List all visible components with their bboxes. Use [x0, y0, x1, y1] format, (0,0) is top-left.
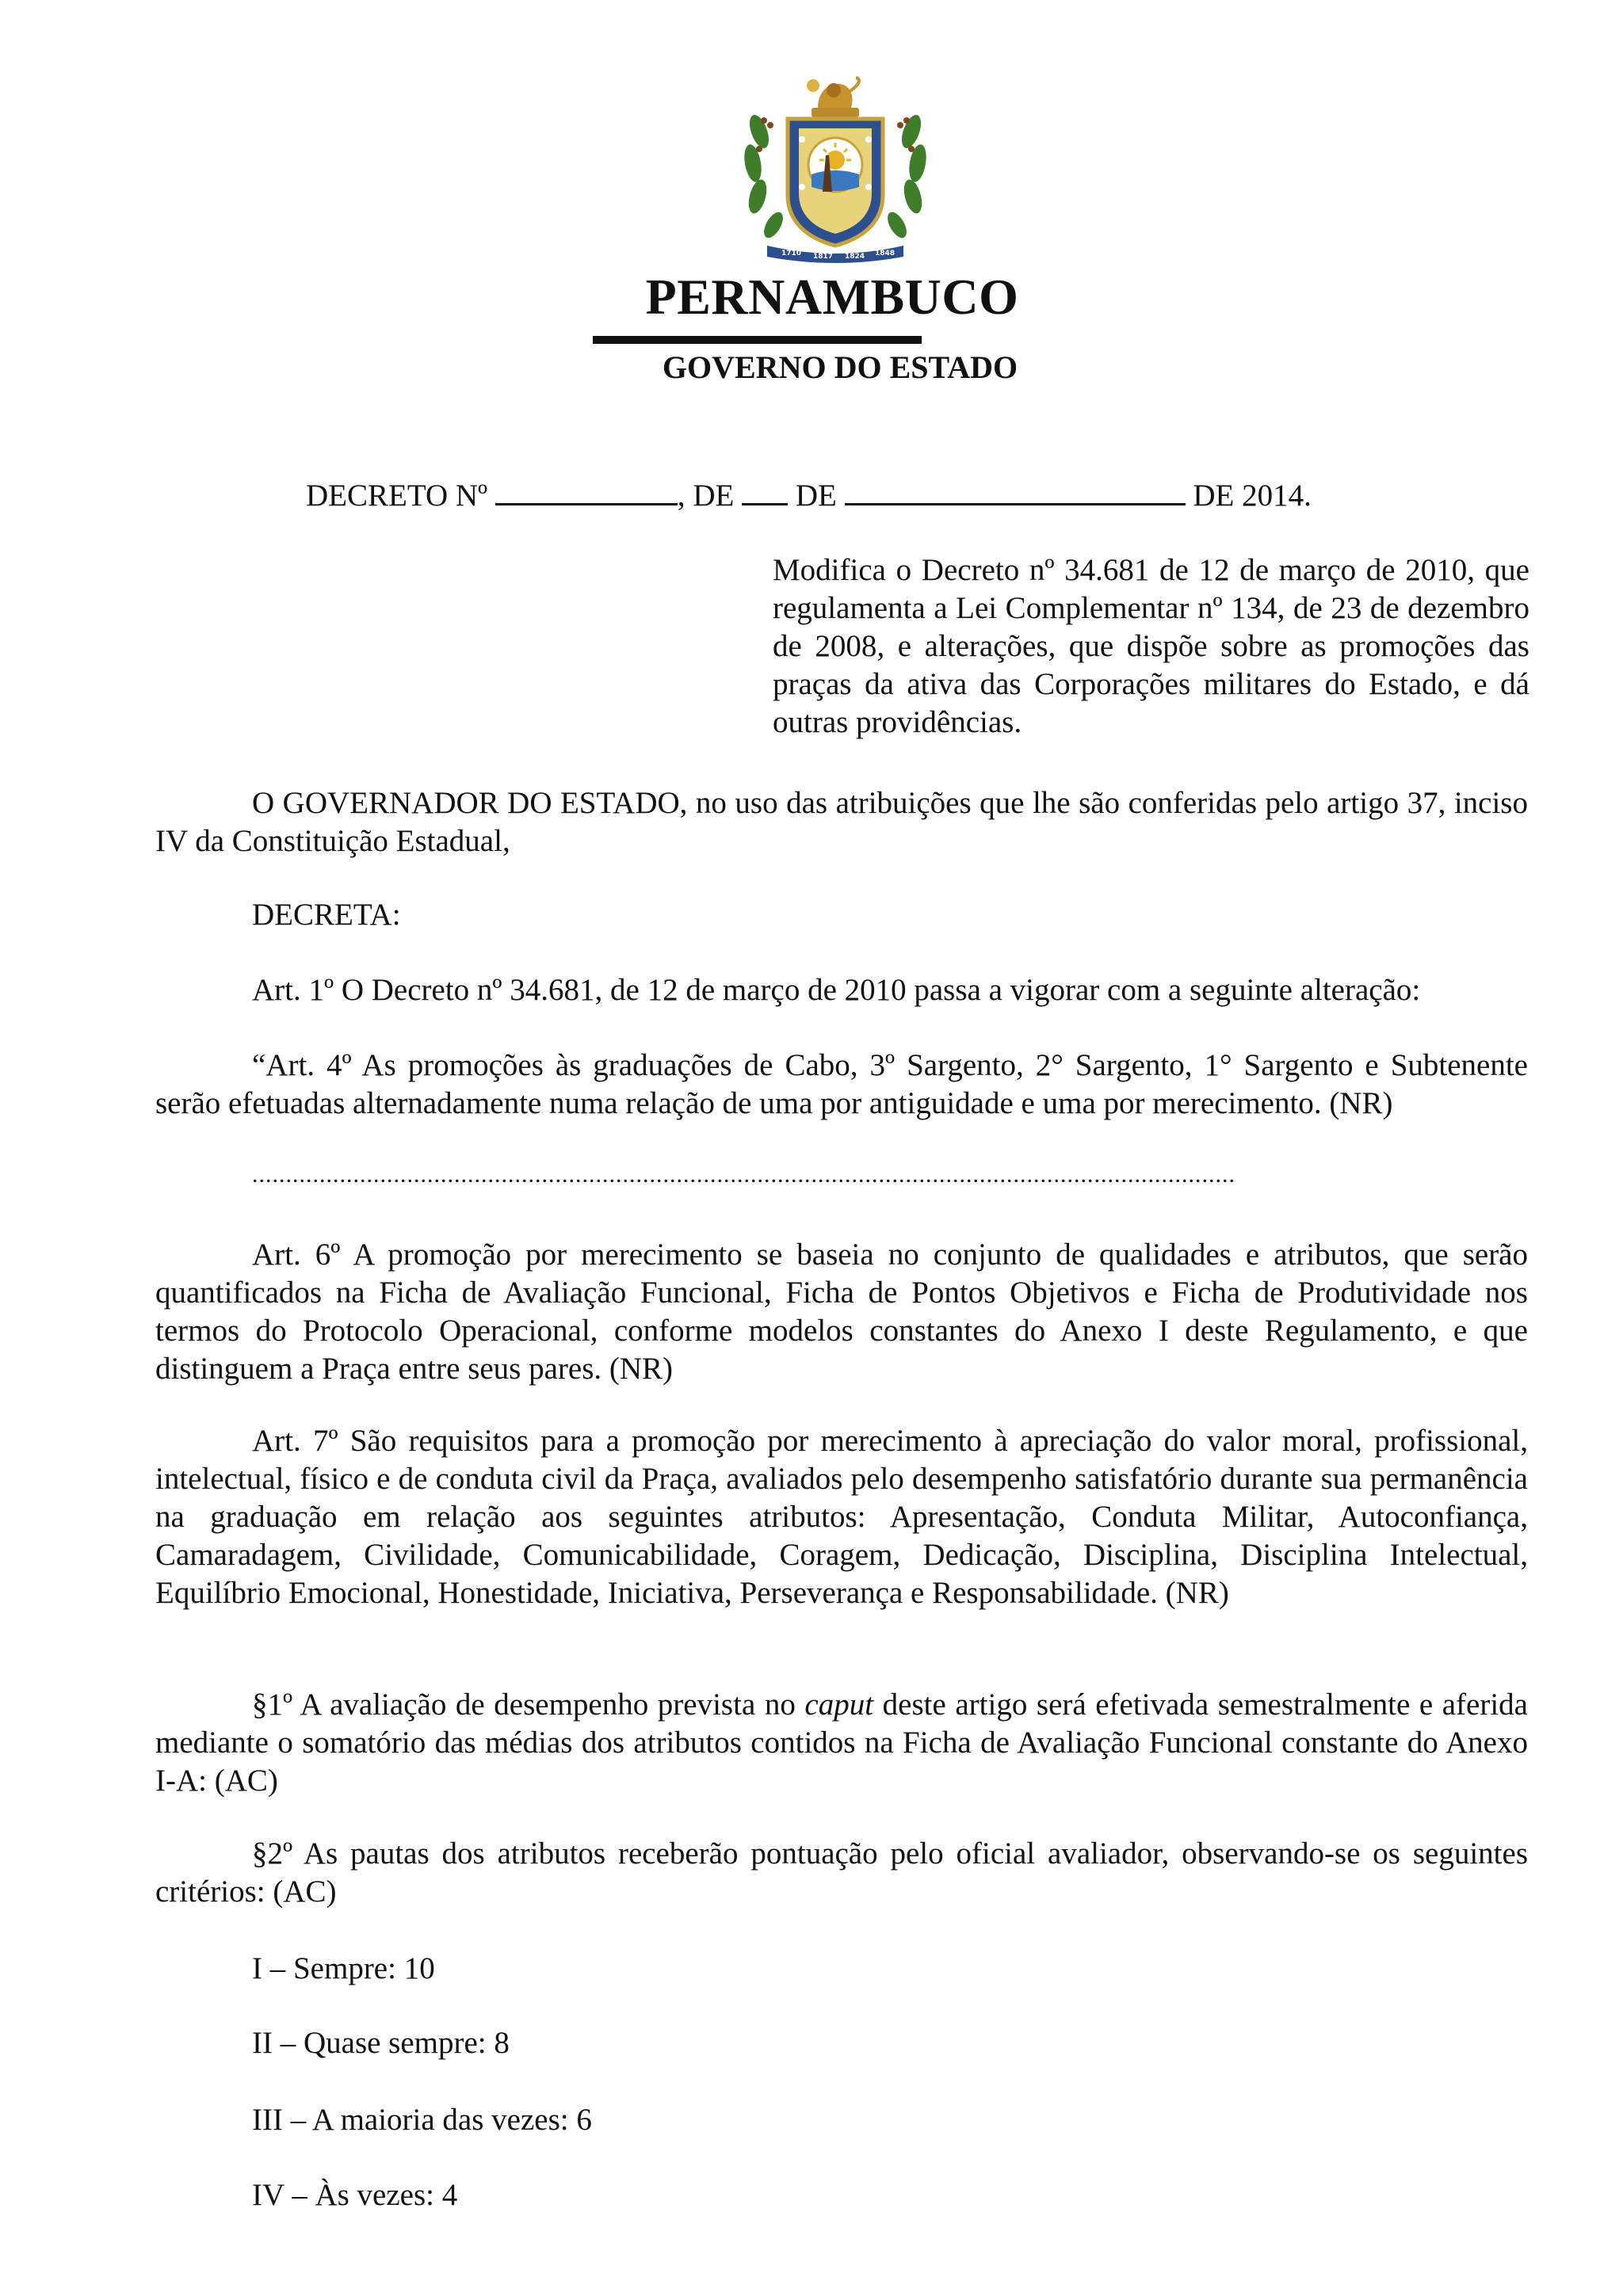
decreta-heading: DECRETA: [252, 898, 401, 932]
state-name: PERNAMBUCO [645, 269, 1019, 325]
paragraph-1-before: §1º A avaliação de desempenho prevista no [252, 1688, 805, 1722]
paragraph-1-caput: caput [804, 1688, 874, 1722]
criteria-item: III – A maioria das vezes: 6 [252, 2103, 592, 2137]
crest-year-4: 1848 [875, 250, 896, 257]
paragraph-1-after: deste artigo será efetivada semestralmente e aferida mediante o somatório das médias dos atributos contidos na Ficha de Avaliação Funcional constante do Anexo I-A: (AC) [155, 1688, 1528, 1798]
crest-year-1: 1710 [781, 250, 802, 257]
decree-title-suffix: DE 2014. [1193, 479, 1312, 513]
decree-title-prefix: DECRETO Nº [306, 479, 488, 513]
decree-number-blank [495, 479, 678, 505]
government-heading: GOVERNO DO ESTADO [662, 349, 1018, 385]
ellipsis-line: .................................................................................................................................................. [252, 1161, 1235, 1188]
criteria-item: II – Quase sempre: 8 [252, 2026, 510, 2060]
decree-title-sep2: DE [795, 479, 837, 513]
decree-title [306, 477, 1312, 515]
preamble: O GOVERNADOR DO ESTADO, no uso das atribuições que lhe são conferidas pelo artigo 37, inciso IV da Constituição Estadual, [155, 786, 1528, 858]
decree-title-sep1: , DE [677, 479, 735, 513]
criteria-item: IV – Às vezes: 4 [252, 2178, 458, 2212]
pernambuco-coat-of-arms-icon [735, 76, 935, 263]
crest-year-2: 1817 [813, 253, 834, 261]
crest-year-3: 1824 [845, 253, 865, 261]
criteria-item: I – Sempre: 10 [252, 1951, 435, 1985]
article-4: “Art. 4º As promoções às graduações de Cabo, 3º Sargento, 2° Sargento, 1° Sargento e Subtenente serão efetuadas alternadamente numa relação de uma por antiguidade e uma por merecimento. (NR) [155, 1048, 1528, 1120]
decree-summary: Modifica o Decreto nº 34.681 de 12 de março de 2010, que regulamenta a Lei Complementar nº 134, de 23 de dezembro de 2008, e alterações, que dispõe sobre as promoções das praças da ativa das Corporações militares do Estado, e dá outras providências. [773, 553, 1529, 739]
header-divider [593, 336, 922, 344]
article-6: Art. 6º A promoção por merecimento se baseia no conjunto de qualidades e atributos, que serão quantificados na Ficha de Avaliação Funcional, Ficha de Pontos Objetivos e Ficha de Produtividade nos termos do Protocolo Operacional, conforme modelos constantes do Anexo I deste Regulamento, e que distinguem a Praça entre seus pares. (NR) [155, 1238, 1528, 1386]
decree-day-blank [742, 479, 788, 505]
decree-month-blank [845, 479, 1186, 505]
paragraph-2: §2º As pautas dos atributos receberão pontuação pelo oficial avaliador, observando-se os seguintes critérios: (AC) [155, 1836, 1528, 1909]
article-1: Art. 1º O Decreto nº 34.681, de 12 de março de 2010 passa a vigorar com a seguinte alteração: [252, 973, 1421, 1007]
article-7: Art. 7º São requisitos para a promoção por merecimento à apreciação do valor moral, profissional, intelectual, físico e de conduta civil da Praça, avaliados pelo desempenho satisfatório durante sua permanência na graduação em relação aos seguintes atributos: Apresentação, Conduta Militar, Autoconfiança, Camaradagem, Civilidade, Comunicabilidade, Coragem, Dedicação, Disciplina, Disciplina Intelectual, Equilíbrio Emocional, Honestidade, Iniciativa, Perseverança e Responsabilidade. (NR) [155, 1424, 1528, 1610]
paragraph-1 [155, 1686, 1528, 1800]
